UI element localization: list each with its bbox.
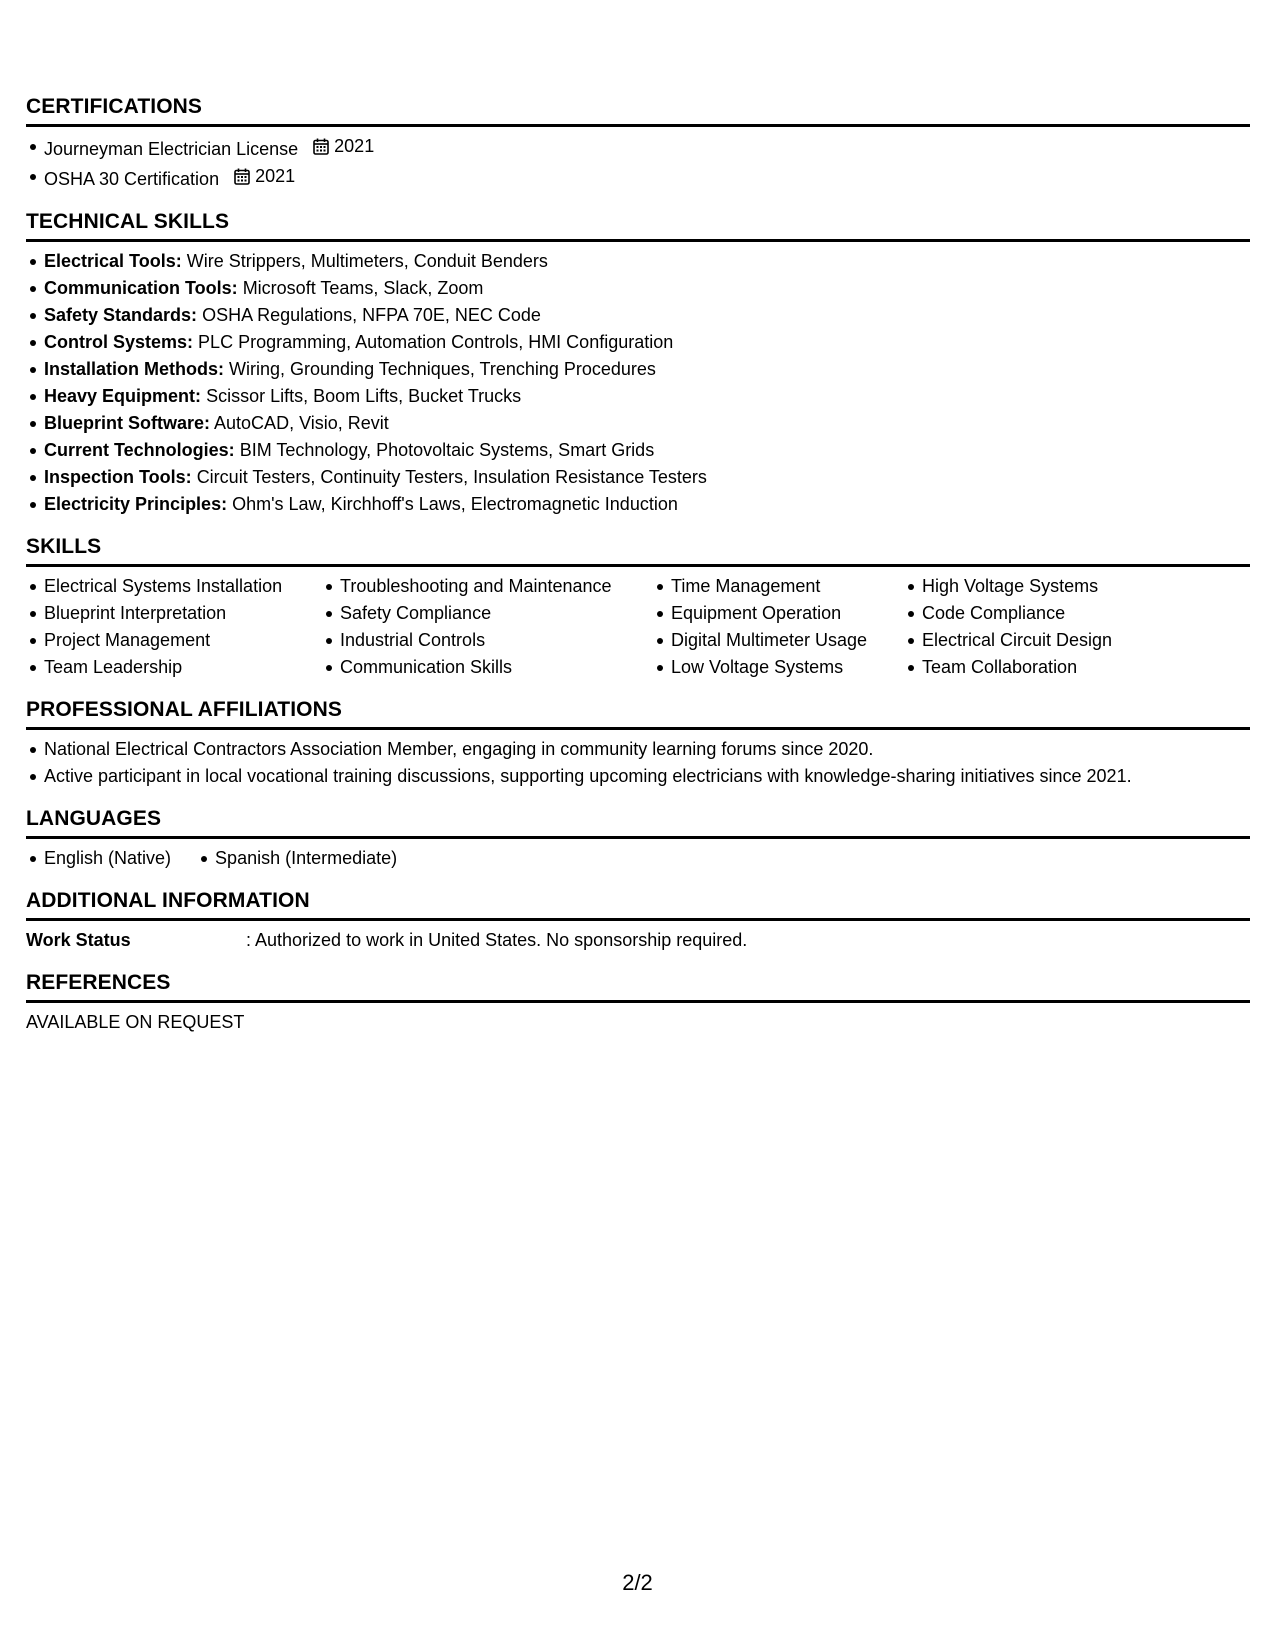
technical-skill-item — [26, 383, 1250, 410]
certification-name: OSHA 30 Certification — [44, 169, 220, 189]
technical-skill-item — [26, 464, 1250, 491]
technical-skill-item — [26, 275, 1250, 302]
technical-skills-list — [26, 248, 1250, 518]
references-text: AVAILABLE ON REQUEST — [26, 1012, 245, 1032]
affiliations-section — [26, 696, 1250, 790]
language-item: Spanish (Intermediate) — [197, 845, 397, 872]
page-number: 2/2 — [622, 1570, 653, 1595]
technical-skill-item — [26, 356, 1250, 383]
languages-row — [26, 845, 1250, 872]
technical-skill-item — [26, 410, 1250, 437]
affiliations-list — [26, 736, 1250, 790]
calendar-icon — [234, 168, 250, 185]
skill-item: Troubleshooting and Maintenance — [322, 573, 653, 600]
technical-skill-label: Electrical Tools: — [44, 251, 182, 271]
certification-date — [234, 163, 295, 190]
technical-skill-value: BIM Technology, Photovoltaic Systems, Smart Grids — [239, 440, 655, 460]
technical-skill-value: Circuit Testers, Continuity Testers, Insulation Resistance Testers — [196, 467, 707, 487]
technical-skill-value: OSHA Regulations, NFPA 70E, NEC Code — [202, 305, 541, 325]
technical-skill-label: Control Systems: — [44, 332, 194, 352]
skill-item: Team Leadership — [26, 654, 322, 681]
technical-skill-label: Blueprint Software: — [44, 413, 211, 433]
technical-skill-value: Ohm's Law, Kirchhoff's Laws, Electromagnetic Induction — [232, 494, 678, 514]
languages-section — [26, 805, 1250, 872]
calendar-icon — [313, 138, 329, 155]
technical-skill-label: Communication Tools: — [44, 278, 238, 298]
skill-item: Project Management — [26, 627, 322, 654]
resume-page — [26, 93, 1250, 1051]
skills-column — [322, 573, 653, 681]
section-title-references: REFERENCES — [26, 969, 1250, 1003]
skill-item: Blueprint Interpretation — [26, 600, 322, 627]
section-title-affiliations: PROFESSIONAL AFFILIATIONS — [26, 696, 1250, 730]
certifications-list — [26, 133, 1250, 193]
technical-skill-label: Inspection Tools: — [44, 467, 192, 487]
section-title-languages: LANGUAGES — [26, 805, 1250, 839]
work-status-value: : Authorized to work in United States. No sponsorship required. — [246, 930, 748, 950]
skill-item: Electrical Systems Installation — [26, 573, 322, 600]
skill-item: Digital Multimeter Usage — [653, 627, 904, 654]
technical-skill-value: Wire Strippers, Multimeters, Conduit Benders — [186, 251, 548, 271]
technical-skill-item — [26, 491, 1250, 518]
technical-skills-section — [26, 208, 1250, 518]
technical-skill-value: Scissor Lifts, Boom Lifts, Bucket Trucks — [206, 386, 522, 406]
skill-item: Team Collaboration — [904, 654, 1184, 681]
certification-year: 2021 — [255, 166, 296, 186]
skills-column — [653, 573, 904, 681]
technical-skill-item — [26, 329, 1250, 356]
skill-item: Communication Skills — [322, 654, 653, 681]
skill-item: Code Compliance — [904, 600, 1184, 627]
section-title-skills: SKILLS — [26, 533, 1250, 567]
certifications-section — [26, 93, 1250, 193]
technical-skill-value: Wiring, Grounding Techniques, Trenching Procedures — [229, 359, 656, 379]
skill-item: Time Management — [653, 573, 904, 600]
technical-skill-label: Heavy Equipment: — [44, 386, 202, 406]
technical-skill-item — [26, 248, 1250, 275]
technical-skill-label: Installation Methods: — [44, 359, 224, 379]
technical-skill-value: PLC Programming, Automation Controls, HMI Configuration — [198, 332, 674, 352]
skills-section — [26, 533, 1250, 681]
affiliation-item: Active participant in local vocational training discussions, supporting upcoming electricians with knowledge-sharing initiatives since 2021. — [26, 763, 1250, 790]
certification-item — [26, 163, 1250, 193]
certification-name: Journeyman Electrician License — [44, 139, 299, 159]
additional-info-section — [26, 887, 1250, 954]
certification-year: 2021 — [334, 136, 375, 156]
technical-skill-value: AutoCAD, Visio, Revit — [214, 413, 389, 433]
certification-item — [26, 133, 1250, 163]
technical-skill-label: Current Technologies: — [44, 440, 235, 460]
language-item: English (Native) — [26, 845, 171, 872]
skills-grid — [26, 573, 1250, 681]
skill-item: Safety Compliance — [322, 600, 653, 627]
skills-column — [26, 573, 322, 681]
section-title-technical-skills: TECHNICAL SKILLS — [26, 208, 1250, 242]
affiliation-item: National Electrical Contractors Association Member, engaging in community learning forums since 2020. — [26, 736, 1250, 763]
technical-skill-item — [26, 437, 1250, 464]
skill-item: Electrical Circuit Design — [904, 627, 1184, 654]
technical-skill-item — [26, 302, 1250, 329]
technical-skill-label: Safety Standards: — [44, 305, 198, 325]
technical-skill-label: Electricity Principles: — [44, 494, 228, 514]
technical-skill-value: Microsoft Teams, Slack, Zoom — [242, 278, 484, 298]
section-title-certifications: CERTIFICATIONS — [26, 93, 1250, 127]
work-status-row — [26, 927, 1250, 954]
skill-item: Equipment Operation — [653, 600, 904, 627]
section-title-additional-info: ADDITIONAL INFORMATION — [26, 887, 1250, 921]
skill-item: Low Voltage Systems — [653, 654, 904, 681]
skill-item: High Voltage Systems — [904, 573, 1184, 600]
skills-column — [904, 573, 1184, 681]
certification-date — [313, 133, 374, 160]
references-section — [26, 969, 1250, 1036]
languages-list — [26, 845, 423, 872]
skill-item: Industrial Controls — [322, 627, 653, 654]
work-status-label: Work Status — [26, 930, 131, 950]
